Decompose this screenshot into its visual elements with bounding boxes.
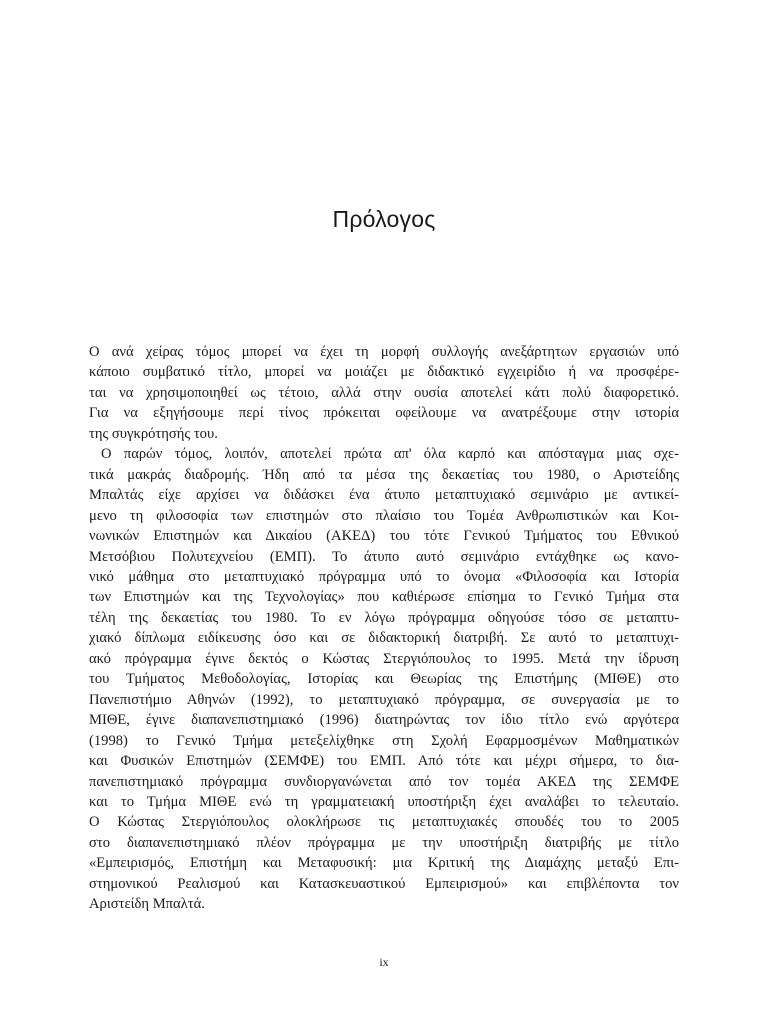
text-line: του Τμήματος Μεθοδολογίας, Ιστορίας και Θεωρίας της Επιστήμης (ΜΙΘΕ) στο [89,671,679,688]
text-line: Ο παρών τόμος, λοιπόν, αποτελεί πρώτα απ' όλα καρπό και απόσταγμα μιας σχε- [101,446,679,463]
text-line: Μπαλτάς είχε αρχίσει να διδάσκει ένα άτυπο μεταπτυχιακό σεμινάριο με αντικεί- [89,487,679,504]
chapter-title: Πρόλογος [332,206,436,232]
text-line: Αριστείδη Μπαλτά. [89,896,205,913]
text-line: Για να εξηγήσουμε περί τίνος πρόκειται οφείλουμε να ανατρέξουμε στην ιστορία [89,405,679,422]
text-line: ακό πρόγραμμα έγινε δεκτός ο Κώστας Στεργιόπουλος το 1995. Μετά την ίδρυση [89,650,679,667]
paragraph-2 [89,444,679,914]
paragraph-1 [89,342,679,444]
text-line: και το Τμήμα ΜΙΘΕ ενώ τη γραμματειακή υποστήριξη έχει αναλάβει το τελευταίο. [89,793,679,810]
text-line: «Εμπειρισμός, Επιστήμη και Μεταφυσική: μια Κριτική της Διαμάχης μεταξύ Επι- [89,855,679,872]
text-line: πανεπιστημιακό πρόγραμμα συνδιοργανώνεται από τον τομέα ΑΚΕΔ της ΣΕΜΦΕ [89,773,679,790]
text-line: της συγκρότησής του. [89,425,218,442]
text-line: Ο ανά χείρας τόμος μπορεί να έχει τη μορφή συλλογής ανεξάρτητων εργασιών υπό [89,344,679,360]
text-line: χιακό δίπλωμα ειδίκευσης όσο και σε διδακτορική διατριβή. Σε αυτό το μεταπτυχι- [89,630,679,647]
text-line: στημονικού Ρεαλισμού και Κατασκευαστικού Εμπειρισμού» και επιβλέποντα τον [89,875,679,892]
text-line: ται να χρησιμοποιηθεί ως τέτοιο, αλλά στην ουσία αποτελεί κάτι πολύ διαφορετικό. [89,384,679,401]
text-line: τικά μακράς διαδρομής. Ήδη από τα μέσα της δεκαετίας του 1980, ο Αριστείδης [89,466,679,483]
text-line: στο διαπανεπιστημιακό πλέον πρόγραμμα με την υποστήριξη διατριβής με τίτλο [89,834,679,851]
text-line: νικό μάθημα στο μεταπτυχιακό πρόγραμμα υπό το όνομα «Φιλοσοφία και Ιστορία [89,568,679,585]
body-text [89,342,679,915]
text-line: Μετσόβιου Πολυτεχνείου (ΕΜΠ). Το άτυπο αυτό σεμινάριο εντάχθηκε ως κανο- [89,548,679,565]
text-line: των Επιστημών και της Τεχνολογίας» που καθιέρωσε επίσημα το Γενικό Τμήμα στα [89,589,679,606]
page-number: ix [379,955,389,969]
text-line: κάποιο συμβατικό τίτλο, μπορεί να μοιάζει με διδακτικό εγχειρίδιο ή να προσφέρε- [89,364,679,381]
text-line: και Φυσικών Επιστημών (ΣΕΜΦΕ) του ΕΜΠ. Από τότε και μέχρι σήμερα, το δια- [89,753,679,770]
text-line: νωνικών Επιστημών και Δικαίου (ΑΚΕΔ) του τότε Γενικού Τμήματος του Εθνικού [89,528,679,545]
text-line: (1998) το Γενικό Τμήμα μετεξελίχθηκε στη Σχολή Εφαρμοσμένων Μαθηματικών [89,732,679,749]
text-line: τέλη της δεκαετίας του 1980. Το εν λόγω πρόγραμμα οδηγούσε τόσο σε μεταπτυ- [89,609,679,626]
text-line: Πανεπιστήμιο Αθηνών (1992), το μεταπτυχιακό πρόγραμμα, σε συνεργασία με το [89,691,679,708]
text-line: μενο τη φιλοσοφία των επιστημών στο πλαίσιο του Τομέα Ανθρωπιστικών και Κοι- [89,507,679,524]
text-line: Ο Κώστας Στεργιόπουλος ολοκλήρωσε τις μεταπτυχιακές σπουδές του το 2005 [89,814,679,831]
text-line: ΜΙΘΕ, έγινε διαπανεπιστημιακό (1996) διατηρώντας τον ίδιο τίτλο ενώ αργότερα [89,712,679,729]
